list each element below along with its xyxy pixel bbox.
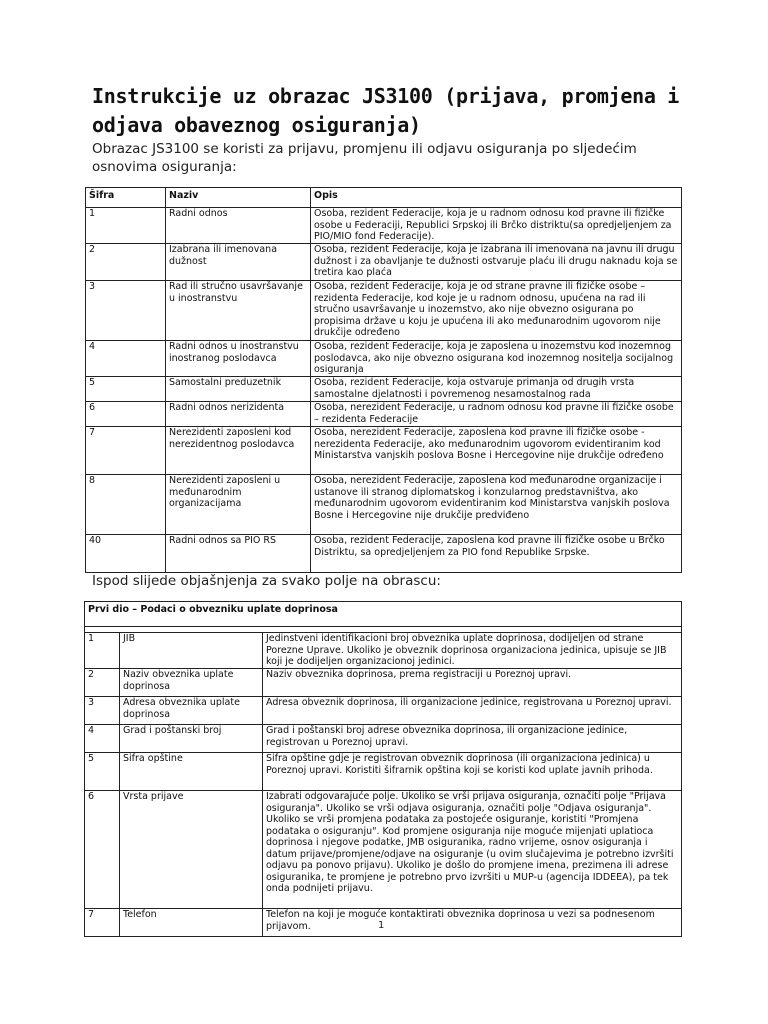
field-name-cell: Adresa obveznika uplate doprinosa bbox=[120, 697, 263, 725]
field-number-cell: 3 bbox=[85, 697, 120, 725]
section-title-row bbox=[85, 602, 682, 627]
table-row bbox=[85, 697, 682, 725]
code-cell: 6 bbox=[86, 402, 166, 427]
description-cell: Osoba, rezident Federacije, koja je izabrana ili imenovana na javnu ili drugu dužnost i za obavljanje te dužnosti ostvaruje plaću ili drugu naknadu koja se tretira kao plaća bbox=[311, 244, 682, 281]
section-title: Prvi dio – Podaci o obvezniku uplate doprinosa bbox=[85, 602, 682, 627]
code-cell: 3 bbox=[86, 281, 166, 341]
codes-table-header-row bbox=[86, 188, 682, 208]
fields-intro-paragraph: Ispod slijede objašnjenja za svako polje na obrascu: bbox=[92, 573, 441, 589]
field-number-cell: 4 bbox=[85, 725, 120, 753]
field-number-cell: 7 bbox=[85, 909, 120, 937]
field-description-cell: Naziv obveznika doprinosa, prema registraciji u Poreznoj upravi. bbox=[263, 669, 682, 697]
intro-paragraph: Obrazac JS3100 se koristi za prijavu, promjenu ili odjavu osiguranja po sljedećim osnovima osiguranja: bbox=[92, 141, 637, 175]
description-cell: Osoba, nerezident Federacije, zaposlena kod pravne ili fizičke osobe - nerezidenta Federacije, ako međunarodnim ugovorom evidentiranim kod Ministarstva vanjskih poslova Bosne i Hercegovine nije drukčije određeno bbox=[311, 427, 682, 475]
name-cell: Samostalni preduzetnik bbox=[166, 377, 311, 402]
document-title: Instrukcije uz obrazac JS3100 (prijava, promjena i odjava obaveznog osiguranja) bbox=[92, 84, 680, 137]
table-row bbox=[86, 244, 682, 281]
table-row bbox=[85, 633, 682, 669]
table-row bbox=[86, 377, 682, 402]
table-row bbox=[86, 475, 682, 535]
field-name-cell: Vrsta prijave bbox=[120, 791, 263, 909]
table-row bbox=[86, 208, 682, 244]
code-cell: 7 bbox=[86, 427, 166, 475]
description-cell: Osoba, nerezident Federacije, u radnom odnosu kod pravne ili fizičke osobe – rezidenta Federacije bbox=[311, 402, 682, 427]
field-description-cell: Izabrati odgovarajuće polje. Ukoliko se vrši prijava osiguranja, označiti polje "Prijava osiguranja". Ukoliko se vrši odjava osiguranja, označiti polje "Odjava osiguranja". Ukoliko se vrši promjena podataka za postojeće osiguranje, koristiti "Promjena podataka o osiguranju". Kod promjene osiguranja nije moguće mijenjati uplatioca doprinosa i njegove podatke, JMB osiguranika, radno vrijeme, osnov osiguranja i datum prijave/promjene/odjave na osiguranje (u ovim slučajevima je potrebno izvršiti odjavu pa ponovo prijavu). Ukoliko je došlo do promjene imena, prezimena ili adrese osiguranika, te promjene je potrebno prvo izvršiti u MUP-u (agencija IDDEEA), pa tek onda podnijeti prijavu. bbox=[263, 791, 682, 909]
field-description-cell: Adresa obveznik doprinosa, ili organizacione jedinice, registrovana u Poreznoj upravi. bbox=[263, 697, 682, 725]
description-cell: Osoba, rezident Federacije, koja je zaposlena u inozemstvu kod inozemnog poslodavca, ako nije obvezno osigurana kod inozemnog nositelja socijalnog osiguranja bbox=[311, 341, 682, 377]
code-cell: 8 bbox=[86, 475, 166, 535]
table-row bbox=[86, 535, 682, 573]
code-cell: 4 bbox=[86, 341, 166, 377]
description-cell: Osoba, nerezident Federacije, zaposlena kod međunarodne organizacije i ustanove ili stranog diplomatskog i konzularnog predstavništva, ako međunarodnim ugovorom evidentiranim kod Ministarstva vanjskih poslova Bosne i Hercegovine nije drukčije predviđeno bbox=[311, 475, 682, 535]
table-row bbox=[85, 791, 682, 909]
name-cell: Radni odnos sa PIO RS bbox=[166, 535, 311, 573]
description-cell: Osoba, rezident Federacije, koja ostvaruje primanja od drugih vrsta samostalne djelatnosti i povremenog nesamostalnog rada bbox=[311, 377, 682, 402]
name-cell: Nerezidenti zaposleni u međunarodnim organizacijama bbox=[166, 475, 311, 535]
name-cell: Radni odnos u inostranstvu inostranog poslodavca bbox=[166, 341, 311, 377]
code-cell: 40 bbox=[86, 535, 166, 573]
table-row bbox=[86, 427, 682, 475]
description-cell: Osoba, rezident Federacije, koja je od strane pravne ili fizičke osobe – rezidenta Federacije, kod koje je u radnom odnosu, upućena na rad ili stručno usavršavanje u inozemstvo, ako nije obvezno osigurana po propisima države u koju je upućena ili ako međunarodnim ugovorom nije drukčije određeno bbox=[311, 281, 682, 341]
table-row bbox=[85, 725, 682, 753]
description-cell: Osoba, rezident Federacije, koja je u radnom odnosu kod pravne ili fizičke osobe u Federaciji, Republici Srpskoj ili Brčko distriktu(sa opredjeljenjem za PIO/MIO fond Federacije). bbox=[311, 208, 682, 244]
name-cell: Rad ili stručno usavršavanje u inostranstvu bbox=[166, 281, 311, 341]
table-row bbox=[85, 669, 682, 697]
field-name-cell: Telefon bbox=[120, 909, 263, 937]
field-name-cell: Naziv obveznika uplate doprinosa bbox=[120, 669, 263, 697]
form-fields-table bbox=[84, 601, 682, 937]
field-description-cell: Telefon na koji je moguće kontaktirati obveznika doprinosa u vezi sa podnesenom prijavom. bbox=[263, 909, 682, 937]
table-row bbox=[86, 281, 682, 341]
code-cell: 5 bbox=[86, 377, 166, 402]
field-description-cell: Šifra opštine gdje je registrovan obveznik doprinosa (ili organizaciona jedinica) u Poreznoj upravi. Koristiti šifrarnik opština koji se koristi kod uplate javnih prihoda. bbox=[263, 753, 682, 791]
field-description-cell: Grad i poštanski broj adrese obveznika doprinosa, ili organizacione jedinice, registrovan u Poreznoj upravi. bbox=[263, 725, 682, 753]
field-number-cell: 1 bbox=[85, 633, 120, 669]
field-number-cell: 6 bbox=[85, 791, 120, 909]
field-name-cell: Šifra opštine bbox=[120, 753, 263, 791]
page-number: 1 bbox=[378, 920, 385, 931]
name-cell: Radni odnos bbox=[166, 208, 311, 244]
field-number-cell: 2 bbox=[85, 669, 120, 697]
column-header-code: Šifra bbox=[86, 188, 166, 208]
field-description-cell: Jedinstveni identifikacioni broj obveznika uplate doprinosa, dodijeljen od strane Porezne Uprave. Ukoliko je obveznik doprinosa organizaciona jedinica, upisuje se JIB koji je dodijeljen organizacionoj jedinici. bbox=[263, 633, 682, 669]
field-name-cell: JIB bbox=[120, 633, 263, 669]
field-number-cell: 5 bbox=[85, 753, 120, 791]
column-header-name: Naziv bbox=[166, 188, 311, 208]
column-header-description: Opis bbox=[311, 188, 682, 208]
code-cell: 2 bbox=[86, 244, 166, 281]
field-name-cell: Grad i poštanski broj bbox=[120, 725, 263, 753]
description-cell: Osoba, rezident Federacije, zaposlena kod pravne ili fizičke osobe u Brčko Distriktu, sa opredjeljenjem za PIO fond Republike Srpske. bbox=[311, 535, 682, 573]
name-cell: Nerezidenti zaposleni kod nerezidentnog poslodavca bbox=[166, 427, 311, 475]
code-cell: 1 bbox=[86, 208, 166, 244]
table-row bbox=[85, 753, 682, 791]
insurance-codes-table bbox=[85, 187, 682, 573]
name-cell: Izabrana ili imenovana dužnost bbox=[166, 244, 311, 281]
table-row bbox=[86, 402, 682, 427]
table-row bbox=[86, 341, 682, 377]
name-cell: Radni odnos nerizidenta bbox=[166, 402, 311, 427]
